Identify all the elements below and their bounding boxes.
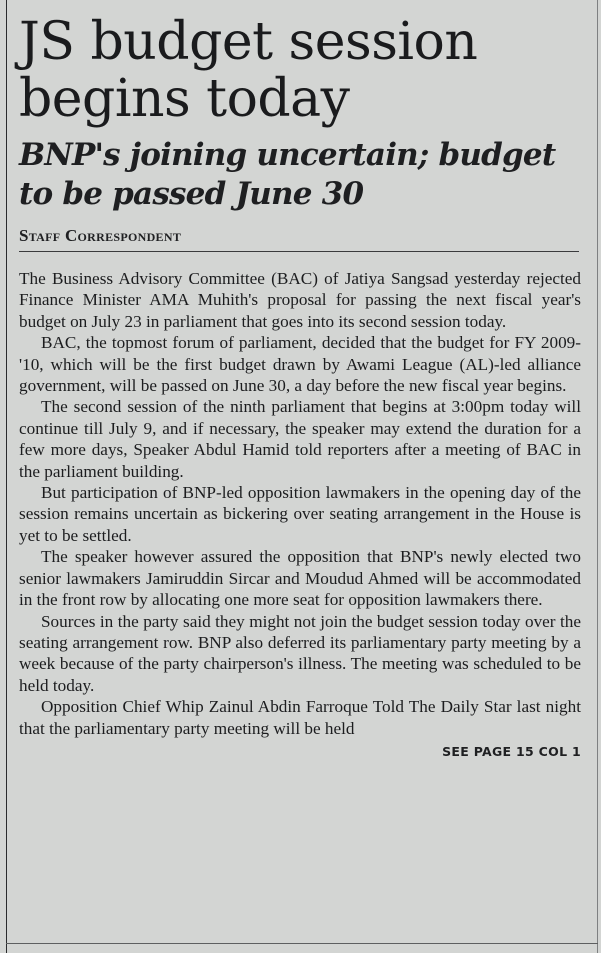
left-column-rule: [6, 0, 7, 953]
byline: Staff Correspondent: [19, 226, 182, 245]
paragraph: BAC, the topmost forum of parliament, decided that the budget for FY 2009-'10, which will be the first budget drawn by Awami League (AL)-led alliance government, will be passed on June 30, a day before the new fiscal year begins.: [19, 333, 581, 396]
subheadline: BNP's joining uncertain; budget to be passed June 30: [19, 137, 556, 212]
continued-jump-line: SEE PAGE 15 COL 1: [442, 743, 581, 759]
article-body: [19, 268, 581, 739]
right-column-rule: [597, 0, 598, 953]
paragraph: The second session of the ninth parliament that begins at 3:00pm today will continue till July 9, and if necessary, the speaker may extend the duration for a few more days, Speaker Abdul Hamid told reporters after a meeting of BAC in the parliament building.: [19, 397, 581, 481]
paragraph: The Business Advisory Committee (BAC) of Jatiya Sangsad yesterday rejected Finance Minister AMA Muhith's proposal for passing the next fiscal year's budget on July 23 in parliament that goes into its second session today.: [19, 269, 581, 331]
paragraph: Sources in the party said they might not join the budget session today over the seating arrangement row. BNP also deferred its parliamentary party meeting by a week because of the party chairperson's illness. The meeting was scheduled to be held today.: [19, 611, 581, 695]
paragraph: But participation of BNP-led opposition lawmakers in the opening day of the session remains uncertain as bickering over seating arrangement in the House is yet to be settled.: [19, 483, 581, 545]
paragraph: The speaker however assured the opposition that BNP's newly elected two senior lawmakers Jamiruddin Sircar and Moudud Ahmed will be accommodated in the front row by allocating one more seat for opposition lawmakers there.: [19, 547, 581, 610]
headline: JS budget session begins today: [19, 12, 478, 129]
paragraph: Opposition Chief Whip Zainul Abdin Farroque Told The Daily Star last night that the parliamentary party meeting will be held: [19, 697, 581, 738]
byline-divider: [19, 251, 579, 252]
bottom-rule: [6, 943, 598, 944]
article: [19, 14, 581, 759]
